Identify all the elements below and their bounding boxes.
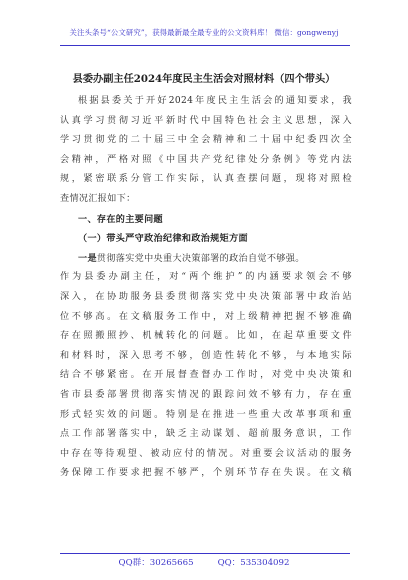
footer-divider: [60, 553, 350, 554]
paragraph-line: 深入，在协助服务县委贯彻落实党中央决策部署中政治站: [60, 291, 352, 302]
footer-qq-number: QQ：535304092: [217, 558, 290, 568]
intro-line: 查情况汇报如下：: [60, 193, 136, 204]
paragraph-line: 点工作部署落实中，缺乏主动谋划、超前服务意识，工作: [60, 429, 352, 440]
paragraph-line: 形式轻实效的问题。特别是在推进一些重大改革事项和重: [60, 409, 352, 420]
section-heading: 一、存在的主要问题: [78, 213, 163, 225]
paragraph-line: 务保障工作要求把握不够严，个别环节存在失误。在文稿: [60, 468, 352, 479]
paragraph-line: 和材料时，深入思考不够，创造性转化不够，与本地实际: [60, 350, 352, 361]
subsection-heading: （一）带头严守政治纪律和政治规矩方面: [78, 233, 248, 245]
intro-line: 会精神，严格对照《中国共产党纪律处分条例》等党内法: [60, 154, 352, 165]
paragraph-line: 作为县委办副主任，对“两个维护”的内涵要求领会不够: [60, 272, 352, 283]
paragraph-first-text: 贯彻落实党中央重大决策部署的政治自觉不够强。: [96, 253, 305, 264]
paragraph-line: 位不够高。在文稿服务工作中，对上级精神把握不够准确: [60, 311, 352, 322]
paragraph-line: 中存在等待观望、被动应付的情况。对重要会议活动的服务: [60, 448, 352, 459]
paragraph-line: 结合不够紧密。在开展督查督办工作时，对党中央决策和: [60, 370, 352, 381]
header-promo-note: 关注头条号“公文研究”，获得最新最全最专业的公文资料库！ 微信：gongwenyj: [69, 28, 339, 37]
footer-qq-group: QQ群：30265665: [118, 558, 194, 568]
paragraph-line: 存在照搬照抄、机械转化的问题。比如，在起草重要文件: [60, 331, 352, 342]
paragraph-lead: 一是: [78, 252, 97, 264]
paragraph-first-line: [60, 249, 352, 269]
footer-contact: [0, 556, 408, 568]
header-divider: [60, 45, 350, 46]
document-body: [60, 92, 352, 484]
intro-line: 规，紧密联系分管工作实际，认真查摆问题，现将对照检: [60, 174, 352, 185]
intro-line: 学习贯彻党的二十届三中全会精神和二十届中纪委四次全: [60, 135, 352, 146]
document-title: 县委办副主任2024年度民主生活会对照材料（四个带头）: [72, 73, 336, 85]
paragraph-line: 省市县委部署贯彻落实情况的跟踪问效不够有力，存在重: [60, 389, 352, 400]
intro-line: 根据县委关于开好2024年度民主生活会的通知要求，我: [78, 96, 352, 106]
intro-line: 认真学习贯彻习近平新时代中国特色社会主义思想，深入: [60, 115, 352, 126]
